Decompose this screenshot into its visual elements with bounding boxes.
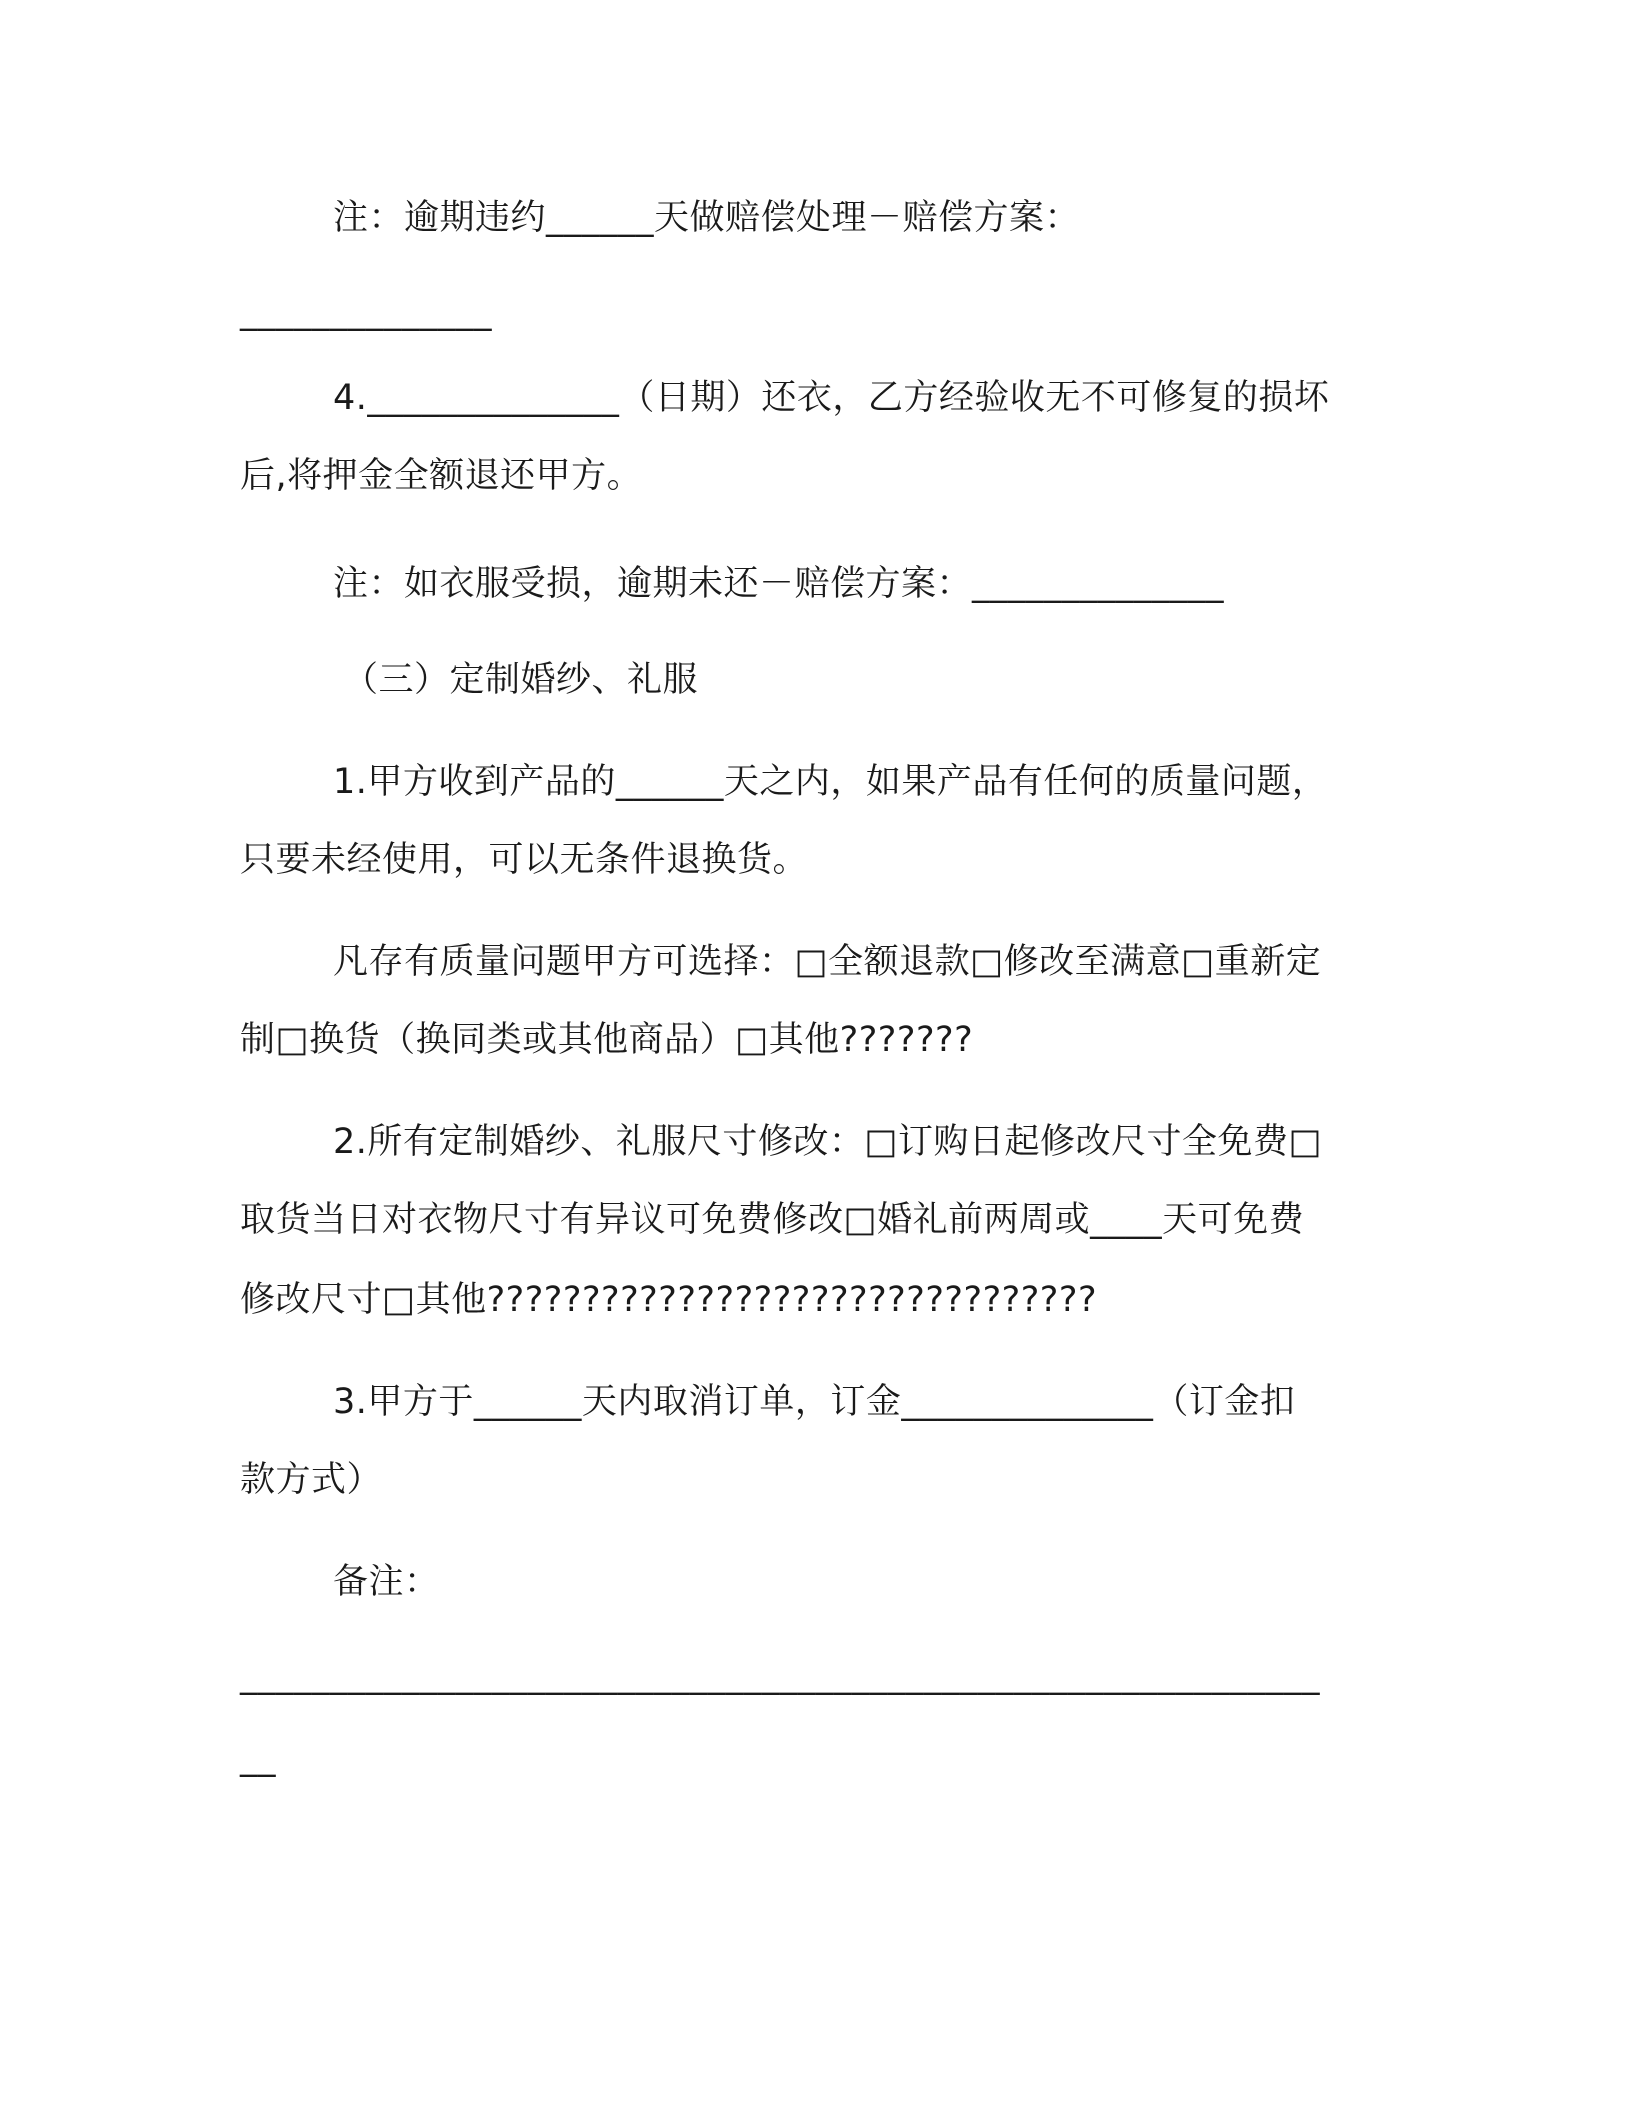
section-3-heading: （三）定制婚纱、礼服 bbox=[343, 660, 699, 700]
remarks-blank-line1: ____________________________________________________________ bbox=[240, 1656, 1320, 1696]
clause-1-line2: 只要未经使用，可以无条件退换货。 bbox=[240, 840, 809, 880]
remarks-label: 备注： bbox=[333, 1562, 440, 1602]
clause-4-return-line1: 4.______________（日期）还衣，乙方经验收无不可修复的损坏 bbox=[333, 378, 1330, 418]
quality-options-line1: 凡存有质量问题甲方可选择：□全额退款□修改至满意□重新定 bbox=[333, 942, 1322, 982]
quality-options-line2: 制□换货（换同类或其他商品）□其他??????? bbox=[240, 1020, 974, 1060]
blank-line-compensation: ______________ bbox=[240, 292, 492, 332]
note-damage-compensation: 注：如衣服受损，逾期未还－赔偿方案：______________ bbox=[333, 564, 1225, 604]
remarks-blank-line2: __ bbox=[240, 1738, 276, 1778]
clause-2-line1: 2.所有定制婚纱、礼服尺寸修改：□订购日起修改尺寸全免费□ bbox=[333, 1122, 1323, 1162]
clause-2-line2: 取货当日对衣物尺寸有异议可免费修改□婚礼前两周或____天可免费 bbox=[240, 1200, 1305, 1240]
clause-4-return-line2: 后,将押金全额退还甲方。 bbox=[240, 456, 643, 496]
clause-3-line2: 款方式） bbox=[240, 1460, 383, 1500]
clause-3-line1: 3.甲方于______天内取消订单，订金______________（订金扣 bbox=[333, 1382, 1296, 1422]
clause-2-line3: 修改尺寸□其他???????????????????????????????? bbox=[240, 1280, 1098, 1320]
note-overdue-compensation: 注：逾期违约______天做赔偿处理－赔偿方案： bbox=[333, 198, 1081, 238]
clause-1-line1: 1.甲方收到产品的______天之内，如果产品有任何的质量问题， bbox=[333, 762, 1328, 802]
